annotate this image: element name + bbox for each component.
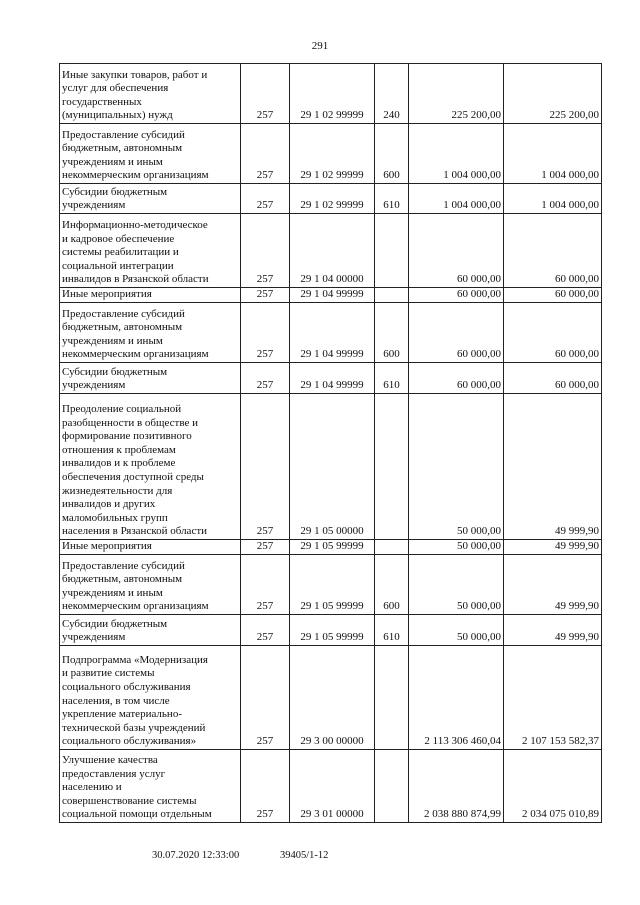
row-value-2: 225 200,00 — [504, 64, 602, 124]
table-row — [60, 615, 602, 646]
row-name: Иные закупки товаров, работ и услуг для обеспечения государственных (муниципальных) нужд — [60, 64, 241, 124]
row-vr: 600 — [375, 303, 409, 363]
table-row — [60, 288, 602, 303]
row-vr — [375, 646, 409, 750]
row-vr: 610 — [375, 184, 409, 214]
row-vr — [375, 214, 409, 288]
table-row — [60, 750, 602, 823]
row-ved: 257 — [241, 750, 290, 823]
row-csr: 29 1 05 00000 — [290, 394, 375, 540]
row-csr: 29 3 01 00000 — [290, 750, 375, 823]
table-row — [60, 555, 602, 615]
table-row — [60, 303, 602, 363]
row-name: Субсидии бюджетным учреждениям — [60, 184, 241, 214]
table-row — [60, 124, 602, 184]
row-value-2: 49 999,90 — [504, 394, 602, 540]
row-value-1: 50 000,00 — [409, 394, 504, 540]
row-value-2: 49 999,90 — [504, 540, 602, 555]
row-vr — [375, 394, 409, 540]
row-ved: 257 — [241, 288, 290, 303]
footer-datetime: 30.07.2020 12:33:00 — [152, 850, 240, 861]
row-vr — [375, 750, 409, 823]
table-row — [60, 646, 602, 750]
row-name: Субсидии бюджетным учреждениям — [60, 363, 241, 394]
row-ved: 257 — [241, 615, 290, 646]
row-value-1: 2 038 880 874,99 — [409, 750, 504, 823]
row-value-2: 2 034 075 010,89 — [504, 750, 602, 823]
row-csr: 29 1 05 99999 — [290, 540, 375, 555]
row-value-2: 2 107 153 582,37 — [504, 646, 602, 750]
row-ved: 257 — [241, 124, 290, 184]
row-csr: 29 1 04 99999 — [290, 363, 375, 394]
row-value-1: 1 004 000,00 — [409, 124, 504, 184]
row-vr: 610 — [375, 615, 409, 646]
row-value-1: 2 113 306 460,04 — [409, 646, 504, 750]
page-number: 291 — [311, 40, 329, 52]
row-csr: 29 1 04 99999 — [290, 303, 375, 363]
row-value-1: 60 000,00 — [409, 303, 504, 363]
row-name: Иные мероприятия — [60, 288, 241, 303]
row-ved: 257 — [241, 184, 290, 214]
table-row — [60, 394, 602, 540]
row-ved: 257 — [241, 363, 290, 394]
row-value-1: 60 000,00 — [409, 363, 504, 394]
row-name: Улучшение качества предоставления услуг населению и совершенствование системы социальной помощи отдельным — [60, 750, 241, 823]
row-csr: 29 1 02 99999 — [290, 124, 375, 184]
row-vr — [375, 540, 409, 555]
row-name: Предоставление субсидий бюджетным, автономным учреждениям и иным некоммерческим организациям — [60, 555, 241, 615]
row-name: Иные мероприятия — [60, 540, 241, 555]
row-csr: 29 1 04 99999 — [290, 288, 375, 303]
row-value-1: 50 000,00 — [409, 615, 504, 646]
row-value-2: 1 004 000,00 — [504, 184, 602, 214]
row-value-2: 49 999,90 — [504, 615, 602, 646]
row-value-1: 1 004 000,00 — [409, 184, 504, 214]
row-ved: 257 — [241, 555, 290, 615]
row-ved: 257 — [241, 540, 290, 555]
row-value-1: 50 000,00 — [409, 555, 504, 615]
row-value-2: 49 999,90 — [504, 555, 602, 615]
row-value-2: 60 000,00 — [504, 303, 602, 363]
row-value-2: 1 004 000,00 — [504, 124, 602, 184]
table-row — [60, 363, 602, 394]
row-name: Преодоление социальной разобщенности в обществе и формирование позитивного отношения к проблемам инвалидов и к проблеме обеспечения доступной среды жизнедеятельности для инвалидов и других маломобильных групп населения в Рязанской области — [60, 394, 241, 540]
table-row — [60, 540, 602, 555]
row-ved: 257 — [241, 394, 290, 540]
row-vr: 600 — [375, 555, 409, 615]
row-name: Подпрограмма «Модернизация и развитие системы социального обслуживания населения, в том числе укрепление материально- технической базы учреждений социального обслуживания» — [60, 646, 241, 750]
footer-doc-code: 39405/1-12 — [280, 850, 329, 861]
row-ved: 257 — [241, 303, 290, 363]
row-name: Субсидии бюджетным учреждениям — [60, 615, 241, 646]
row-csr: 29 1 02 99999 — [290, 184, 375, 214]
row-value-1: 60 000,00 — [409, 214, 504, 288]
row-value-2: 60 000,00 — [504, 363, 602, 394]
row-csr: 29 3 00 00000 — [290, 646, 375, 750]
row-value-2: 60 000,00 — [504, 288, 602, 303]
table-row — [60, 184, 602, 214]
row-vr: 240 — [375, 64, 409, 124]
row-vr: 610 — [375, 363, 409, 394]
row-ved: 257 — [241, 214, 290, 288]
row-csr: 29 1 05 99999 — [290, 555, 375, 615]
row-name: Информационно-методическое и кадровое обеспечение системы реабилитации и социальной интеграции инвалидов в Рязанской области — [60, 214, 241, 288]
row-csr: 29 1 02 99999 — [290, 64, 375, 124]
row-vr: 600 — [375, 124, 409, 184]
row-ved: 257 — [241, 64, 290, 124]
row-value-2: 60 000,00 — [504, 214, 602, 288]
row-ved: 257 — [241, 646, 290, 750]
row-csr: 29 1 05 99999 — [290, 615, 375, 646]
row-name: Предоставление субсидий бюджетным, автономным учреждениям и иным некоммерческим организациям — [60, 303, 241, 363]
row-name: Предоставление субсидий бюджетным, автономным учреждениям и иным некоммерческим организациям — [60, 124, 241, 184]
row-vr — [375, 288, 409, 303]
row-csr: 29 1 04 00000 — [290, 214, 375, 288]
row-value-1: 225 200,00 — [409, 64, 504, 124]
budget-table — [59, 63, 602, 823]
table-row — [60, 64, 602, 124]
table-row — [60, 214, 602, 288]
row-value-1: 50 000,00 — [409, 540, 504, 555]
row-value-1: 60 000,00 — [409, 288, 504, 303]
